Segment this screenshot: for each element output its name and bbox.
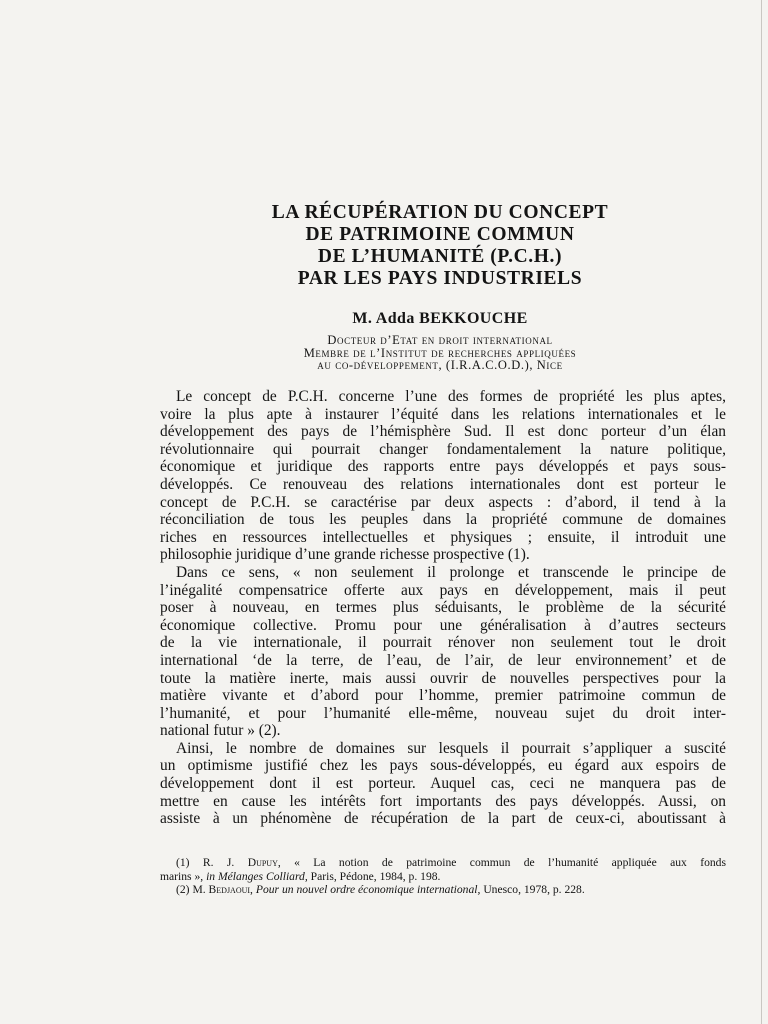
text-line: réconciliation de tous les peuples dans la propriété commune de domaines [160, 511, 726, 529]
text-line: économique collective. Promu pour une généralisation à d’autres secteurs [160, 616, 726, 634]
body-text [160, 388, 726, 828]
text-line: développement dont il est porteur. Auquel cas, ceci ne manquera pas de [160, 775, 726, 793]
text-line: mettre en cause les intérêts fort importants des pays développés. Aussi, on [160, 792, 726, 810]
footnote-number: (2) [176, 883, 190, 896]
affiliation-line: Docteur d’Etat en droit international [327, 333, 553, 347]
text-line: de la vie internationale, il pourrait rénover non seulement tout le droit [160, 634, 726, 652]
footnote-number: (1) [176, 856, 190, 869]
article-title [160, 202, 720, 290]
footnote-book-title: Mélanges Colliard, [218, 869, 308, 883]
text-line: économique et juridique des rapports entre pays développés et pays sous- [160, 458, 726, 476]
footnote-author: M. Bedjaoui, [192, 883, 253, 896]
footnote-author: R. J. Dupuy, [202, 856, 281, 869]
footnote-book-title: Pour un nouvel ordre économique international, [255, 883, 481, 896]
footnote-1-cont [160, 870, 726, 884]
text-line: Le concept de P.C.H. concerne l’une des formes de propriété les plus aptes, [176, 388, 726, 405]
text-line: développés. Ce renouveau des relations internationales dont est porteur le [160, 475, 726, 493]
title-line: PAR LES PAYS INDUSTRIELS [297, 268, 583, 289]
paragraph [160, 564, 726, 740]
text-line: un optimisme justifié chez les pays sous-développés, eu égard aux espoirs de [160, 757, 726, 775]
paragraph [160, 740, 726, 828]
text-line: matière vivante et d’abord pour l’homme, premier patrimoine commun de [160, 687, 726, 705]
text-line: Dans ce sens, « non seulement il prolonge et transcende le principe de [176, 563, 726, 581]
text-line: concept de P.C.H. se caractérise par deux aspects : d’abord, il tend à la [160, 493, 726, 511]
footnote-2 [160, 883, 726, 897]
paragraph [160, 388, 726, 564]
text-line: international ‘de la terre, de l’eau, de l’air, de leur environnement’ et de [160, 651, 726, 669]
text-line: révolutionnaire qui pourrait changer fondamentalement la nature politique, [160, 440, 726, 458]
footnote-text: Paris, Pédone, 1984, p. 198. [310, 869, 441, 883]
text-line: national futur » (2). [160, 722, 281, 740]
text-line: assiste à un phénomène de récupération de la part de ceux-ci, aboutissant à [160, 810, 726, 828]
footnote-text: « La notion de patrimoine commun de l’humanité appliquée aux fonds [294, 856, 726, 869]
text-line: riches en ressources intellectuelles et physiques ; ensuite, il introduit une [160, 528, 726, 546]
title-line: DE L’HUMANITÉ (P.C.H.) [317, 246, 563, 267]
text-line: Ainsi, le nombre de domaines sur lesquels il pourrait s’appliquer a suscité [176, 739, 726, 757]
affiliation-line: au co-développement, (I.R.A.C.O.D.), Nice [317, 358, 563, 372]
text-line: poser à nouveau, en termes plus séduisants, le problème de la sécurité [160, 599, 726, 617]
page-edge [761, 0, 762, 1024]
text-line: l’inégalité compensatrice offerte aux pays en développement, mais il peut [160, 581, 726, 599]
title-line: DE PATRIMOINE COMMUN [305, 224, 575, 245]
footnote-text: Unesco, 1978, p. 228. [483, 883, 585, 896]
text-line: voire la plus apte à instaurer l’équité dans les relations internationales et le [160, 405, 726, 423]
text-line: développement des pays de l’hémisphère Sud. Il est donc porteur d’un élan [160, 423, 726, 441]
text-line: l’humanité, et pour l’humanité elle-même, nouveau sujet du droit inter- [160, 704, 726, 722]
title-line: LA RÉCUPÉRATION DU CONCEPT [271, 202, 609, 223]
author-affiliation [160, 334, 720, 372]
footnote-text: marins », [160, 869, 204, 883]
affiliation-line: Membre de l’Institut de recherches appliquées [303, 345, 577, 360]
text-line: toute la matière inerte, mais aussi ouvrir de nouvelles perspectives pour la [160, 669, 726, 687]
footnote-text: in [206, 869, 216, 883]
footnotes [160, 856, 726, 897]
footnote-1 [160, 856, 726, 870]
text-line: philosophie juridique d’une grande richesse prospective (1). [160, 546, 530, 564]
author-name: M. Adda BEKKOUCHE [352, 310, 528, 327]
